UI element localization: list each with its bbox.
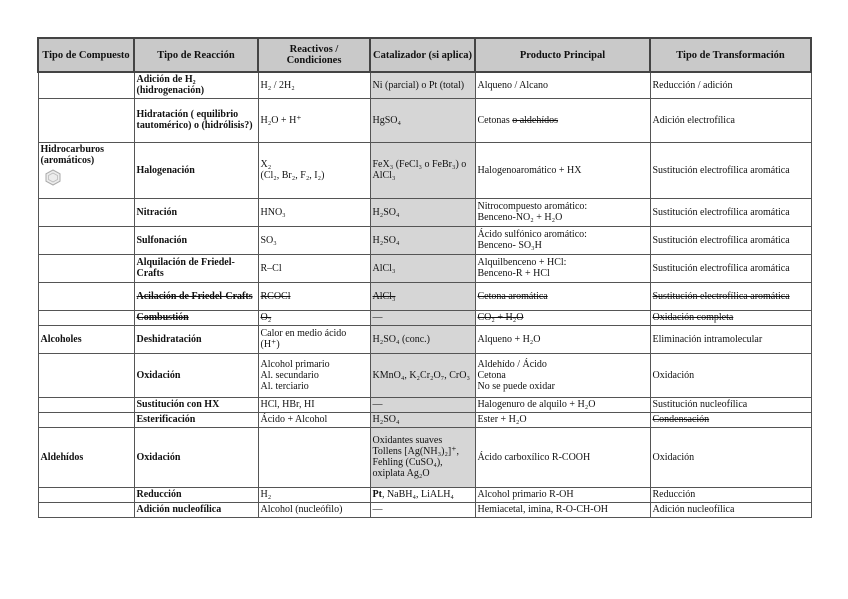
transformation-cell: Oxidación completa (650, 310, 811, 325)
catalyst-line: Tollens [Ag(NH₃)₂]⁺, (372, 446, 460, 457)
reaction-cell: Oxidación (134, 427, 258, 487)
product-cell (475, 353, 650, 397)
catalyst-cell: H₂SO₄ (370, 226, 475, 254)
catalyst-line: Oxidantes suaves (372, 435, 443, 446)
catalyst-cell: — (370, 397, 475, 412)
product-cell (475, 254, 650, 282)
transformation-cell: Reducción / adición (650, 72, 811, 98)
catalyst-cell: H₂SO₄ (370, 198, 475, 226)
catalyst-line: Fehling (CuSO₄), (372, 457, 443, 468)
header-reaction-type: Tipo de Reacción (134, 38, 258, 72)
table-row (38, 427, 811, 487)
catalyst-cell: AlCl₃ (370, 254, 475, 282)
table-row (38, 254, 811, 282)
catalyst-cell: — (370, 502, 475, 517)
reaction-cell: Sustitución con HX (134, 397, 258, 412)
compound-cell-empty (38, 310, 134, 325)
catalyst-cell: FeX₃ (FeCl₃ o FeBr₃) o AlCl₃ (370, 142, 475, 198)
reactants-cell: Calor en medio ácido (H⁺) (258, 325, 370, 353)
reactants-cell: Alcohol (nucleófilo) (258, 502, 370, 517)
catalyst-line: oxiplata Ag₂O (372, 468, 430, 479)
reactants-cell: SO₃ (258, 226, 370, 254)
product-cell (475, 226, 650, 254)
table-row (38, 353, 811, 397)
reaction-cell: Esterificación (134, 412, 258, 427)
compound-cell-empty (38, 226, 134, 254)
transformation-cell: Sustitución nucleofílica (650, 397, 811, 412)
reactants-cell: O₂ (258, 310, 370, 325)
reactants-cell: R–Cl (258, 254, 370, 282)
product-line: Cetona (477, 369, 506, 381)
compound-cell-empty (38, 198, 134, 226)
table-row (38, 412, 811, 427)
reactants-cell: HCl, HBr, HI (258, 397, 370, 412)
reactions-table (37, 37, 812, 518)
compound-cell-empty (38, 254, 134, 282)
reaction-cell: Adición nucleofílica (134, 502, 258, 517)
product-line: Benceno-NO₂ + H₂O (477, 212, 563, 223)
table-row (38, 310, 811, 325)
reaction-cell: Reducción (134, 487, 258, 502)
catalyst-cell (370, 427, 475, 487)
header-row (38, 38, 811, 72)
reactants-cell: RCOCl (258, 282, 370, 310)
reactants-line: Alcohol primario (260, 358, 330, 370)
table-row (38, 72, 811, 98)
catalyst-cell: H₂SO₄ (conc.) (370, 325, 475, 353)
reactants-line: (Cl₂, Br₂, F₂, I₂) (260, 170, 325, 181)
reactants-cell: H₂ (258, 487, 370, 502)
product-cell: Halogenoaromático + HX (475, 142, 650, 198)
header-compound-type: Tipo de Compuesto (38, 38, 134, 72)
product-cell: Alcohol primario R-OH (475, 487, 650, 502)
reactants-cell: H₂O + H⁺ (258, 98, 370, 142)
header-product: Producto Principal (475, 38, 650, 72)
reactants-line: Al. secundario (260, 369, 319, 381)
header-transformation: Tipo de Transformación (650, 38, 811, 72)
compound-cell-alcohols: Alcoholes (38, 325, 134, 353)
compound-cell-hydrocarbons (38, 142, 134, 198)
table-row (38, 487, 811, 502)
compound-name: Hidrocarburos (aromáticos) (40, 143, 105, 166)
compound-cell-empty (38, 502, 134, 517)
product-line: Alquilbenceno + HCl: (477, 257, 567, 268)
reactants-cell (258, 427, 370, 487)
product-line: Nitrocompuesto aromático: (477, 201, 588, 212)
catalyst-cell: KMnO₄, K₂Cr₂O₇, CrO₃ (370, 353, 475, 397)
table-row (38, 198, 811, 226)
catalyst-rest: , NaBH₄, LiALH₄ (381, 489, 454, 500)
table-row (38, 142, 811, 198)
compound-cell-empty (38, 412, 134, 427)
reaction-cell: Hidratación ( equilibrio tautomérico) o (hidrólisis?) (134, 98, 258, 142)
transformation-cell: Reducción (650, 487, 811, 502)
product-cell: CO₂ + H₂O (475, 310, 650, 325)
reaction-cell: Adición de H₂ (hidrogenación) (134, 72, 258, 98)
reaction-cell: Nitración (134, 198, 258, 226)
reactants-cell: HNO₃ (258, 198, 370, 226)
header-reactants: Reactivos / Condiciones (258, 38, 370, 72)
header-catalyst: Catalizador (si aplica) (370, 38, 475, 72)
table-row (38, 226, 811, 254)
compound-cell-empty (38, 282, 134, 310)
table-row (38, 282, 811, 310)
catalyst-cell: — (370, 310, 475, 325)
catalyst-cell (370, 487, 475, 502)
table-row (38, 502, 811, 517)
compound-cell-empty (38, 397, 134, 412)
reactants-line: Al. terciario (260, 380, 309, 392)
transformation-cell: Oxidación (650, 353, 811, 397)
table-row (38, 325, 811, 353)
catalyst-bold: Pt (372, 489, 382, 500)
reaction-cell: Combustión (134, 310, 258, 325)
benzene-ring-icon (45, 169, 61, 186)
table-row (38, 98, 811, 142)
reactants-line: X₂ (260, 159, 272, 170)
product-cell: Alqueno + H₂O (475, 325, 650, 353)
catalyst-cell: AlCl₃ (370, 282, 475, 310)
product-cell (475, 198, 650, 226)
reactants-cell (258, 353, 370, 397)
product-cell: Cetona aromática (475, 282, 650, 310)
reactants-cell (258, 142, 370, 198)
reactants-cell: H₂ / 2H₂ (258, 72, 370, 98)
compound-cell-empty (38, 353, 134, 397)
transformation-cell: Sustitución electrofílica aromática (650, 226, 811, 254)
product-line: Ácido sulfónico aromático: (477, 229, 587, 240)
product-line: Benceno- SO₃H (477, 240, 542, 251)
product-cell: Ácido carboxílico R-COOH (475, 427, 650, 487)
product-cell: Ester + H₂O (475, 412, 650, 427)
reaction-cell: Halogenación (134, 142, 258, 198)
reactants-cell: Ácido + Alcohol (258, 412, 370, 427)
product-main: Cetonas (477, 114, 510, 126)
transformation-cell: Eliminación intramolecular (650, 325, 811, 353)
transformation-cell: Adición nucleofílica (650, 502, 811, 517)
transformation-cell: Sustitución electrofílica aromática (650, 142, 811, 198)
transformation-cell: Sustitución electrofílica aromática (650, 254, 811, 282)
table-row (38, 397, 811, 412)
transformation-cell: Oxidación (650, 427, 811, 487)
product-line: Aldehído / Ácido (477, 358, 547, 370)
reaction-cell: Acilación de Friedel-Crafts (134, 282, 258, 310)
product-line: No se puede oxidar (477, 380, 555, 392)
transformation-cell: Condensación (650, 412, 811, 427)
reaction-cell: Alquilación de Friedel-Crafts (134, 254, 258, 282)
transformation-cell: Sustitución electrofílica aromática (650, 282, 811, 310)
catalyst-cell: HgSO₄ (370, 98, 475, 142)
transformation-cell: Sustitución electrofílica aromática (650, 198, 811, 226)
reaction-cell: Oxidación (134, 353, 258, 397)
product-cell: Halogenuro de alquilo + H₂O (475, 397, 650, 412)
product-cell: Hemiacetal, imina, R-O-CH-OH (475, 502, 650, 517)
compound-cell-empty (38, 98, 134, 142)
product-struck: o aldehídos (512, 114, 559, 126)
compound-cell-aldehydes: Aldehídos (38, 427, 134, 487)
product-cell: Alqueno / Alcano (475, 72, 650, 98)
reaction-cell: Sulfonación (134, 226, 258, 254)
reaction-cell: Deshidratación (134, 325, 258, 353)
compound-cell-empty (38, 487, 134, 502)
product-line: Benceno-R + HCl (477, 268, 550, 279)
catalyst-cell: H₂SO₄ (370, 412, 475, 427)
transformation-cell: Adición electrofílica (650, 98, 811, 142)
catalyst-cell: Ni (parcial) o Pt (total) (370, 72, 475, 98)
product-cell (475, 98, 650, 142)
compound-cell-empty (38, 72, 134, 98)
